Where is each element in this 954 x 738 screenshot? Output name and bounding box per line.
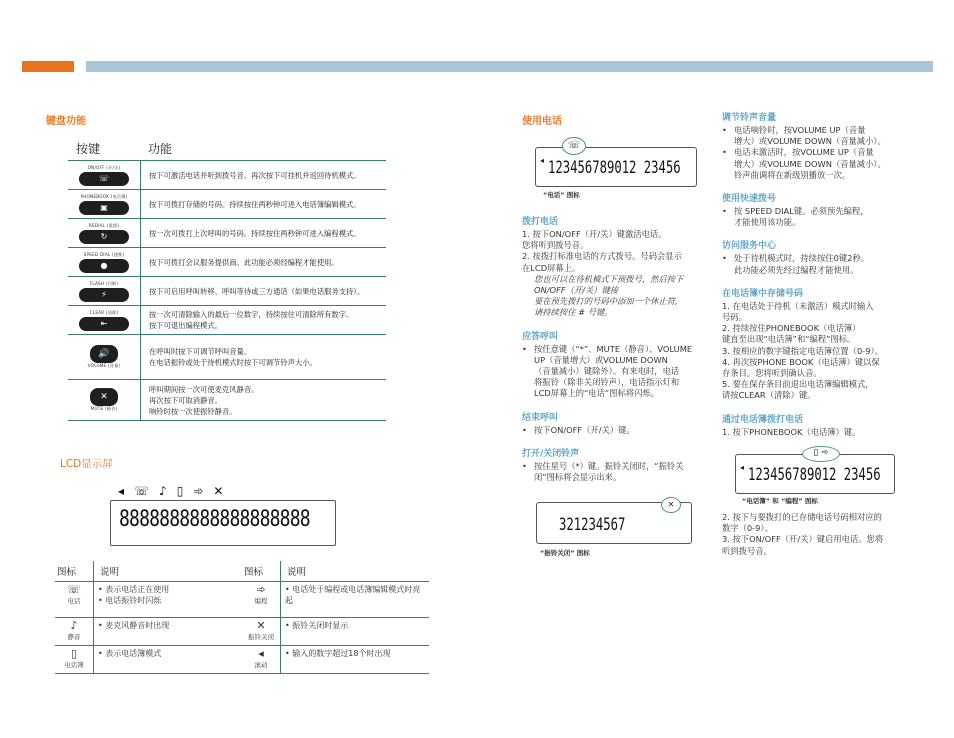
lcd-icon-row (118, 484, 233, 498)
lcd-ringer-display (536, 502, 692, 544)
desc-phonebook: • 表示电话簿模式 (94, 646, 243, 674)
key-description-line: 再次按下可取消静音。 (149, 395, 222, 405)
ringer-off-icon: ✕ (213, 484, 234, 498)
desc-header-1: 说明 (94, 561, 243, 582)
key-cell (68, 281, 140, 302)
key-description-line: 呼叫期间按一次可使麦克风静音。 (149, 384, 259, 394)
desc-phone: • 表示电话正在使用 • 电话振铃时闪烁 (94, 582, 243, 618)
key-description-line: 按下可激活电话并听到拨号音。再次按下可挂机并返回待机模式。 (149, 170, 361, 180)
access-text: • 处于待机模式时，持续按住0键2秒。 此功能必须先经过编程才能使用。 (722, 253, 870, 275)
key-button-icon: ● (79, 259, 129, 273)
key-description (140, 248, 386, 276)
mute-icon: ♪ (159, 484, 177, 498)
dial-title: 拨打电话 (522, 217, 559, 227)
key-label: CLEAR (清除) (89, 309, 119, 315)
scroll-icon: ◂ (540, 156, 545, 165)
desc-ringer-off: • 振铃关闭时显示 (281, 618, 430, 646)
key-label: REDIAL (重拨) (88, 222, 120, 228)
key-label: SPEED DIAL (速拨) (83, 251, 125, 257)
desc-mute: • 麦克风静音时出现 (94, 618, 243, 646)
program-icon: ➾ (193, 484, 214, 498)
scroll-icon: ◂ (118, 484, 135, 498)
key-cell (68, 223, 140, 244)
key-button-icon: ☏ (79, 172, 129, 186)
keypad-title: 键盘功能 (46, 116, 86, 127)
key-button-icon: ⇤ (79, 317, 129, 331)
key-description (140, 219, 386, 247)
caption-phonebook-program: “电话簿” 和 “编程” 图标 (742, 497, 818, 505)
keypad-row (68, 161, 386, 190)
caption-ringer-off: “振铃关闭” 图标 (540, 549, 590, 557)
ring-title: 打开/关闭铃声 (522, 448, 580, 459)
key-label: ON/OFF (开/关) (87, 164, 121, 170)
phone-icon: ☏ (134, 484, 160, 498)
icon-header-2: 图标 (242, 561, 281, 582)
key-description (140, 161, 386, 189)
col-func: 功能 (148, 142, 173, 156)
icon-cell-phonebook: ▯ 电话簿 (55, 646, 94, 674)
phonebook-dial-title: 通过电话簿拨打电话 (722, 414, 804, 425)
icon-cell-mute: ♪ 静音 (55, 618, 94, 646)
key-description-line: 在呼叫时按下可调节呼叫音量。 (149, 347, 252, 356)
icon-cell-scroll: ◂ 滚动 (242, 646, 281, 674)
col-key: 按键 (76, 142, 101, 156)
keypad-row (68, 277, 386, 306)
key-cell (68, 388, 140, 412)
store-title: 在电话簿中存储号码 (722, 288, 804, 299)
key-cell (68, 194, 140, 215)
key-description (140, 380, 386, 420)
ring-text: • 按住星号（*）键。振铃关闭时，“振铃关 闭”图标将会显示出来。 (522, 460, 684, 483)
key-label: MUTE (静音) (90, 406, 118, 411)
lcd-phone-digits: 123456789012 23456 (548, 158, 681, 178)
keypad-table (68, 140, 386, 421)
key-description-line: 按下可拨打会议服务提供商。此功能必须经编程才能使用。 (149, 257, 339, 267)
icon-cell-phone: ☏ 电话 (55, 582, 94, 618)
key-description-line: 按一次可清除输入的最后一位数字，持续按住可清除所有数字。 (149, 310, 354, 319)
store-steps: 1. 在电话处于待机（未激活）模式时输入 号码。 2. 持续按住PHONEBOOK（电话簿） 键直至出现“电话簿”和“编程”图标。 3. 按相应的数字键指定电话簿位置（0-9）。 4. 再次按PHONE BOOK（电话簿）键以保 存条目。您将听到确认音。 5. 要在保存条目前退出电话簿编辑模式， 请按CLEAR（清除）键。 (722, 300, 884, 401)
key-description-line: 按一次可拨打上次呼叫的号码。持续按住两秒钟可进入编程模式。 (149, 228, 361, 238)
key-description (140, 277, 386, 305)
keypad-row (68, 306, 386, 335)
key-button-icon: ▣ (79, 201, 129, 215)
answer-title: 应答呼叫 (522, 331, 559, 342)
key-cell (68, 252, 140, 273)
desc-header-2: 说明 (281, 561, 430, 582)
lcd-full-display (110, 500, 336, 546)
ringer-off-icon-highlight: ✕ (661, 497, 681, 513)
key-cell (68, 165, 140, 186)
desc-program: • 电话处于编程或电话簿编辑模式时亮起 (281, 582, 430, 618)
key-description-line: 按下可拨打存储的号码。持续按住两秒钟可进入电话簿编辑模式。 (149, 199, 361, 209)
key-description (140, 190, 386, 218)
key-description-line: 按下可退出编程模式。 (149, 321, 222, 330)
access-title: 访问服务中心 (722, 241, 777, 252)
key-button-icon: ⚡ (79, 288, 129, 302)
phonebook-steps: 2. 按下与要拨打的已存储电话号码相对应的 数字（0-9）。 3. 按下ON/OFF（开/关）键启用电话。您将 听到拨号音。 (722, 512, 884, 556)
lcd-phone-display (535, 140, 697, 187)
header-accent-bar (22, 61, 74, 72)
lcd-ringer-digits: 321234567 (559, 515, 626, 535)
keypad-row (68, 219, 386, 248)
key-description-line: 响铃时按一次使振铃静音。 (149, 406, 237, 416)
key-description (140, 335, 386, 379)
end-text: • 按下ON/OFF（开/关）键。 (522, 424, 635, 435)
volume-item-2: • 电话未激活时，按VOLUME UP（音量 增大）或VOLUME DOWN（音量减小）。 铃声曲调将在新级别播放一次。 (722, 147, 886, 180)
lcd-digits: 8888888888888888888 (119, 507, 310, 532)
key-label: FLASH (闪断) (89, 280, 119, 286)
lcd-title: LCD显示屏 (60, 458, 113, 470)
key-cell (68, 345, 140, 369)
key-cell (68, 310, 140, 331)
key-button-icon: ↻ (79, 230, 129, 244)
icon-table (55, 561, 429, 674)
caption-phone-icon: “电话” 图标 (543, 191, 580, 199)
keypad-row (68, 380, 386, 421)
keypad-row (68, 190, 386, 219)
right-column (722, 106, 932, 438)
lcd-phonebook-display (735, 448, 895, 494)
icon-cell-ringer-off: ✕ 振铃关闭 (242, 618, 281, 646)
phonebook-program-icon-highlight: ▯ ➾ (802, 446, 840, 462)
desc-scroll: • 输入的数字超过18个时出现 (281, 646, 430, 674)
speed-title: 使用快速拨号 (722, 194, 777, 205)
key-button-icon: ✕ (90, 388, 118, 406)
phone-icon-highlight: ☏ (562, 137, 586, 155)
header-bar (86, 61, 933, 72)
key-description-line: 在电话振铃或处于待机模式时按下可调节铃声大小。 (149, 358, 317, 367)
scroll-icon: ◂ (740, 463, 745, 472)
answer-text: • 按任意键（“*”、MUTE（静音）、VOLUME UP（音量增大）或VOLUME DOWN （音量减小）键除外）。有来电时，电话 将振铃（除非关闭铃声），电话指示灯和 LCD屏幕上的“电话”图标将闪烁。 (522, 343, 693, 399)
use-title: 使用电话 (522, 116, 562, 127)
key-description (140, 306, 386, 334)
key-description-line: 按下可启用呼叫转移、呼叫等待或三方通话（如果电话服务支持）。 (149, 286, 365, 296)
lcd-phonebook-digits: 123456789012 23456 (748, 465, 881, 485)
dial-steps: 1. 按下ON/OFF（开/关）键激活电话。 您将听到拨号音。 2. 按拨打标准电话的方式拨号。号码会显示 在LCD屏幕上。 您也可以在待机模式下预拨号，然后按下 ON/OFF（开/关）键接 要在预先拨打的号码中添加一个休止符, 请持续按住 # 号键。 (522, 229, 684, 318)
icon-header-1: 图标 (55, 561, 94, 582)
speed-text: • 按 SPEED DIAL键。必须预先编程， 才能使用该功能。 (722, 206, 869, 228)
keypad-row (68, 335, 386, 380)
volume-title: 调节铃声音量 (722, 113, 777, 123)
keypad-row (68, 248, 386, 277)
key-label: PHONEBOOK (电话簿) (80, 193, 128, 199)
key-label: VOLUME (音量) (87, 363, 121, 368)
keypad-table-header (68, 140, 386, 161)
phonebook-step-1: 1. 按下PHONEBOOK（电话簿）键。 (722, 426, 861, 437)
volume-item-1: • 电话响铃时，按VOLUME UP（音量 增大）或VOLUME DOWN（音量减小）。 (722, 125, 886, 147)
use-phone-column (522, 206, 712, 483)
phonebook-icon: ▯ (176, 484, 194, 498)
end-title: 结束呼叫 (522, 412, 559, 423)
icon-cell-program: ➾ 编程 (242, 582, 281, 618)
key-button-icon: 🔊 (90, 345, 118, 363)
